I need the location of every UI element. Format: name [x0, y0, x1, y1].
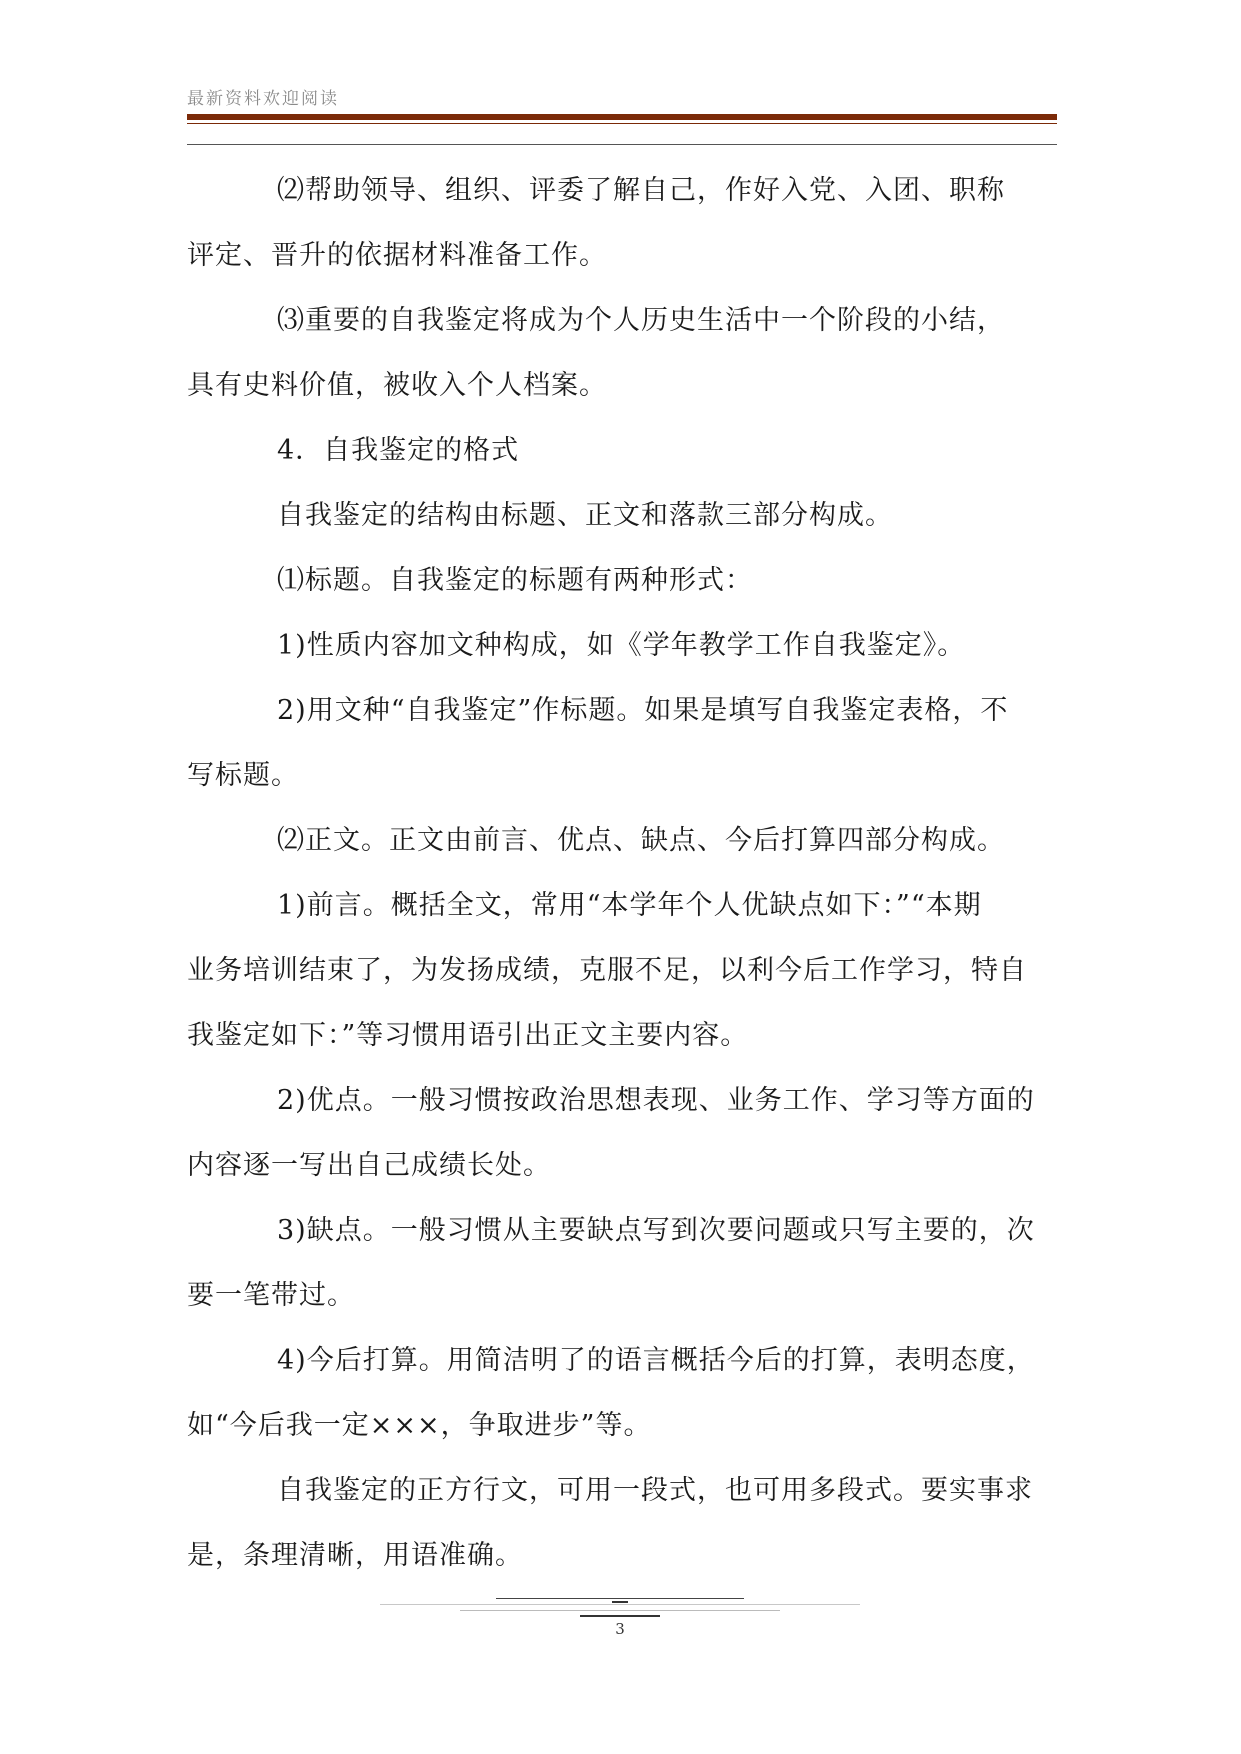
text-line: 1)性质内容加文种构成，如《学年教学工作自我鉴定》。 — [277, 630, 966, 661]
text-line: 2)优点。一般习惯按政治思想表现、业务工作、学习等方面的 — [277, 1085, 1035, 1116]
header-rule-light — [187, 144, 1057, 145]
text-line: 4)今后打算。用简洁明了的语言概括今后的打算，表明态度， — [277, 1345, 1035, 1376]
text-line: 3)缺点。一般习惯从主要缺点写到次要问题或只写主要的，次 — [277, 1215, 1035, 1246]
header-rule-thin — [187, 123, 1057, 124]
text-line: ⑵帮助领导、组织、评委了解自己，作好入党、入团、职称 — [277, 175, 1005, 206]
text-line: 自我鉴定的正方行文，可用一段式，也可用多段式。要实事求 — [277, 1475, 1033, 1506]
text-line: ⑴标题。自我鉴定的标题有两种形式： — [277, 565, 753, 596]
text-line: 写标题。 — [187, 760, 299, 791]
footer-rule — [460, 1610, 780, 1611]
footer-rule — [380, 1604, 860, 1605]
footer-mark — [612, 1601, 628, 1603]
header-rule-thick — [187, 114, 1057, 120]
text-line: 自我鉴定的结构由标题、正文和落款三部分构成。 — [277, 500, 893, 531]
header-text: 最新资料欢迎阅读 — [187, 89, 339, 109]
text-line: 2)用文种“自我鉴定”作标题。如果是填写自我鉴定表格，不 — [277, 695, 1009, 726]
text-line: 评定、晋升的依据材料准备工作。 — [187, 240, 607, 271]
text-line: 具有史料价值，被收入个人档案。 — [187, 370, 607, 401]
document-body — [187, 158, 1067, 1588]
text-line: ⑶重要的自我鉴定将成为个人历史生活中一个阶段的小结， — [277, 305, 1005, 336]
text-line: 内容逐一写出自己成绩长处。 — [187, 1150, 551, 1181]
text-line: 1)前言。概括全文，常用“本学年个人优缺点如下：”“本期 — [277, 890, 982, 921]
page-number: 3 — [615, 1620, 625, 1638]
footer-rule — [496, 1598, 744, 1599]
section-heading: 4．自我鉴定的格式 — [277, 435, 520, 466]
page-footer — [380, 1588, 860, 1648]
text-line: 如“今后我一定×××，争取进步”等。 — [187, 1410, 652, 1441]
text-line: 要一笔带过。 — [187, 1280, 355, 1311]
page-header — [187, 88, 1057, 124]
text-line: 我鉴定如下：”等习惯用语引出正文主要内容。 — [187, 1020, 749, 1051]
footer-rule — [580, 1615, 660, 1617]
text-line: 业务培训结束了，为发扬成绩，克服不足，以利今后工作学习，特自 — [187, 955, 1027, 986]
text-line: ⑵正文。正文由前言、优点、缺点、今后打算四部分构成。 — [277, 825, 1005, 856]
text-line: 是，条理清晰，用语准确。 — [187, 1540, 523, 1571]
